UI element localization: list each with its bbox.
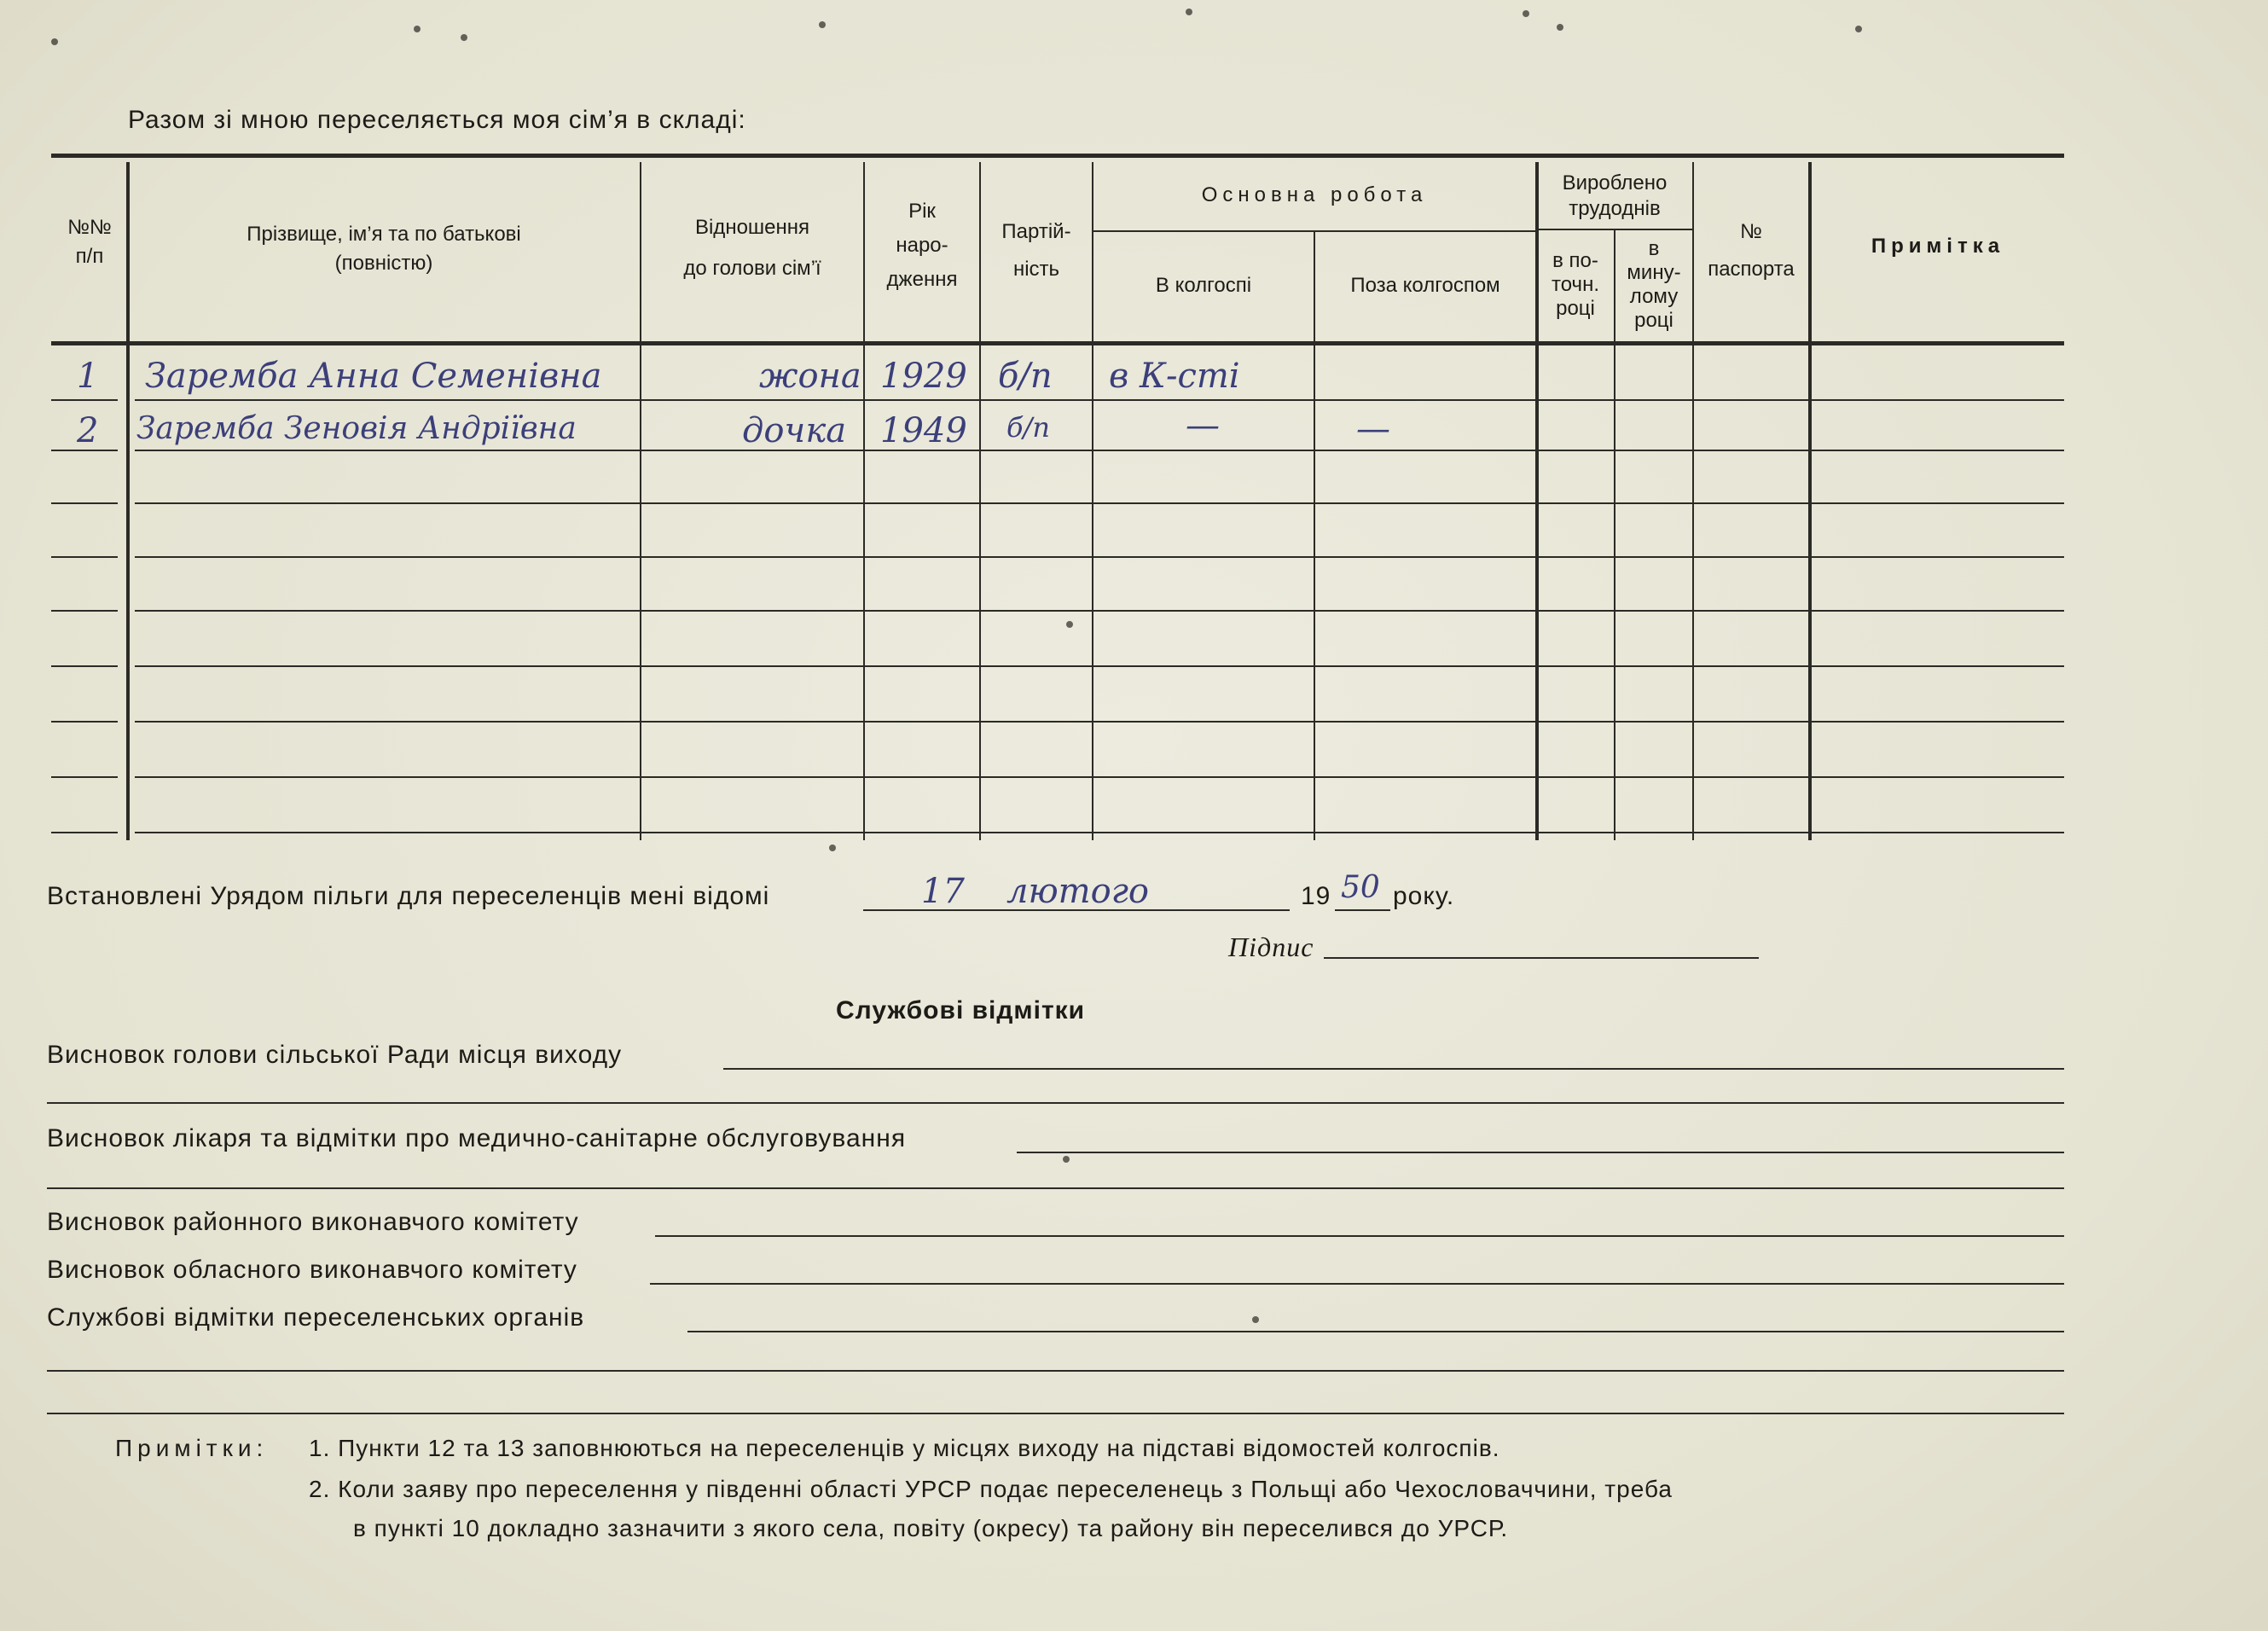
row-num: 2	[77, 411, 99, 450]
service-line-district: Висновок районного виконавчого комітету	[47, 1208, 579, 1236]
service-line-doctor: Висновок лікаря та відмітки про медично-санітарне обслуговування	[47, 1124, 907, 1152]
row-birth: 1949	[880, 411, 967, 450]
service-line-regional: Висновок обласного виконавчого комітету	[47, 1256, 577, 1284]
row-relation: жона	[759, 357, 861, 396]
note-2a: 2. Коли заяву про переселення у південні області УРСР подає переселенець з Польщі або Чехословаччини, треба	[309, 1476, 1673, 1502]
paper-speck	[1523, 10, 1529, 17]
note-1: 1. Пункти 12 та 13 заповнюються на переселенців у місцях виходу на підставі відомостей колгоспів.	[309, 1435, 1500, 1461]
header-note: Примітка	[1871, 235, 2005, 258]
row-party: б/п	[998, 357, 1053, 396]
header-birth: Рік наро- дження	[886, 200, 958, 291]
row-name: Заремба Зеновія Андріївна	[136, 411, 577, 446]
privileges-year-suffix: 50	[1341, 870, 1380, 905]
header-passport: № паспорта	[1708, 220, 1795, 281]
row-work-out: —	[1356, 409, 1390, 449]
service-line-village-council: Висновок голови сільської Ради місця виходу	[47, 1041, 623, 1069]
privileges-year-prefix: 19	[1301, 882, 1331, 910]
row-party: б/п	[1006, 411, 1050, 444]
row-num: 1	[77, 357, 99, 396]
privileges-month: лютого	[1006, 872, 1149, 911]
header-work-in: В колгоспі	[1155, 274, 1252, 297]
privileges-text: Встановлені Урядом пільги для переселенців мені відомі	[47, 882, 770, 910]
signature-label: Підпис	[1228, 932, 1314, 962]
paper-speck	[414, 26, 421, 32]
intro-text: Разом зі мною переселяється моя сім’я в складі:	[128, 106, 746, 134]
privileges-year-word: року.	[1393, 882, 1455, 910]
header-labor: Вироблено трудоднів	[1562, 171, 1668, 220]
service-line-resettlement: Службові відмітки переселенських органів	[47, 1303, 585, 1332]
header-relation: Відношення до голови сім’ї	[683, 216, 821, 280]
paper-speck	[1063, 1156, 1070, 1163]
row-name: Заремба Анна Семенівна	[145, 357, 602, 396]
paper-speck	[51, 38, 58, 45]
header-num: №№ п/п	[67, 216, 112, 268]
header-labor-previous: в мину- лому році	[1627, 237, 1681, 332]
row-relation: дочка	[742, 411, 847, 450]
header-name: Прізвище, ім’я та по батькові (повністю)	[247, 223, 521, 275]
header-party: Партій- ність	[1001, 220, 1071, 281]
paper-speck	[1066, 621, 1073, 628]
note-2b: в пункті 10 докладно зазначити з якого села, повіту (окресу) та району він переселився до УРСР.	[353, 1515, 1509, 1541]
paper-speck	[819, 21, 826, 28]
header-labor-current: в по- точн. році	[1552, 249, 1599, 320]
header-work: Основна робота	[1201, 183, 1428, 206]
privileges-day: 17	[921, 872, 965, 911]
row-birth: 1929	[880, 357, 967, 396]
row-work-in: —	[1186, 406, 1220, 445]
row-work-in: в К-сті	[1109, 357, 1240, 396]
paper-speck	[1186, 9, 1192, 15]
paper-speck	[1557, 24, 1563, 31]
header-work-out: Поза колгоспом	[1350, 274, 1500, 297]
service-title: Службові відмітки	[836, 996, 1086, 1024]
notes-label: Примітки:	[115, 1435, 269, 1461]
paper-speck	[1252, 1316, 1259, 1323]
paper-speck	[461, 34, 467, 41]
paper-speck	[1855, 26, 1862, 32]
paper-speck	[829, 845, 836, 851]
